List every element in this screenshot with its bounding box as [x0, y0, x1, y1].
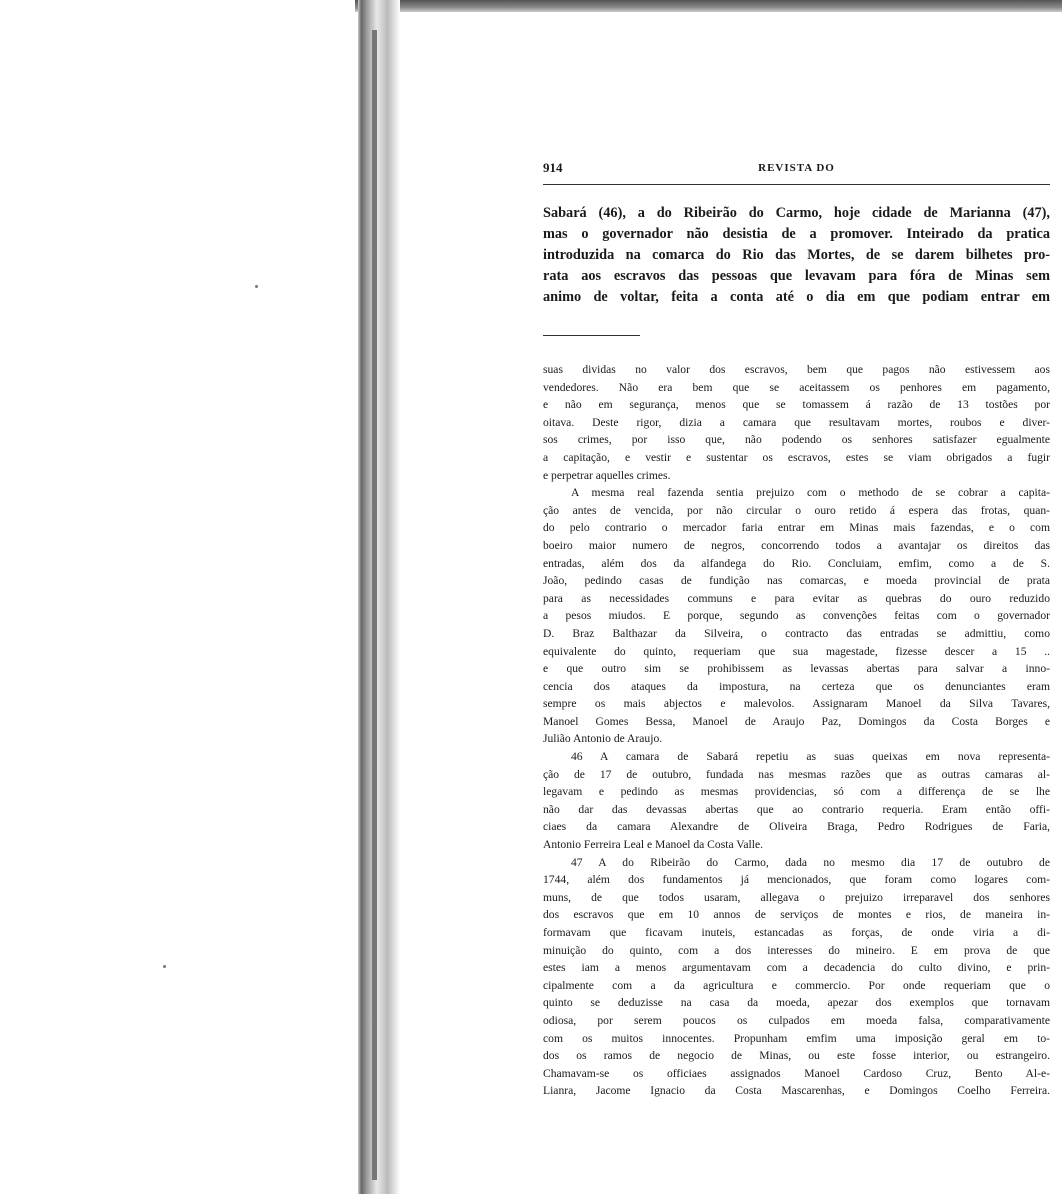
footnote-line: a capitação, e vestir e sustentar os escravos, estes se viam obrigados a fugir	[543, 450, 1050, 464]
footnote-line: sos crimes, por isso que, não podendo os senhores satisfazer egualmente	[543, 433, 1050, 447]
footnote-line: ção antes de vencida, por não circular o ouro retido á espera das frotas, quan-	[543, 503, 1050, 517]
scan-top-edge	[355, 0, 1062, 12]
main-text-line: rata aos escravos das pessoas que levavam para fóra de Minas sem	[543, 268, 1050, 284]
main-text-line: animo de voltar, feita a conta até o dia em que podiam entrar em	[543, 289, 1050, 305]
footnote-line: ção de 17 de outubro, fundada nas mesmas razões que as outras camaras al-	[543, 767, 1050, 781]
footnote-line: minuição do quinto, com a dos interesses do mineiro. E em prova de que	[543, 943, 1050, 957]
footnote-line: oitava. Deste rigor, dizia a camara que resultavam mortes, roubos e diver-	[543, 415, 1050, 429]
footnote-line: muns, de que todos usaram, allegava o prejuizo irreparavel dos senhores	[543, 890, 1050, 904]
footnote-line: não dar das devassas abertas que ao contrario requeria. Eram então offi-	[543, 802, 1050, 816]
footnote-line: 1744, além dos fundamentos já mencionados, que foram como logares com-	[543, 873, 1050, 887]
document-page	[543, 160, 1050, 1100]
footnote-line: boeiro maior numero de negros, concorrendo todos a avantajar os direitos das	[543, 538, 1050, 552]
footnote-line: e perpetrar aquelles crimes.	[543, 468, 671, 482]
footnote-line: 46 A camara de Sabará repetiu as suas queixas em nova representa-	[571, 750, 1050, 764]
footnote-line: a pesos miudos. E porque, segundo as convenções feitas com o governador	[543, 609, 1050, 623]
footnote-line: D. Braz Balthazar da Silveira, o contracto das entradas se admittiu, como	[543, 626, 1050, 640]
footnote-line: odiosa, por serem poucos os culpados em moeda falsa, comparativamente	[543, 1013, 1050, 1027]
book-spine-shadow	[358, 0, 400, 1194]
footnote-line: Manoel Gomes Bessa, Manoel de Araujo Paz, Domingos da Costa Borges e	[543, 714, 1050, 728]
footnote-line: 47 A do Ribeirão do Carmo, dada no mesmo dia 17 de outubro de	[571, 855, 1050, 869]
footnote-line: Antonio Ferreira Leal e Manoel da Costa Valle.	[543, 838, 763, 852]
main-text-line: Sabará (46), a do Ribeirão do Carmo, hoje cidade de Marianna (47),	[543, 205, 1050, 221]
scan-speck	[255, 285, 258, 288]
footnote-line: estes iam a menos argumentavam com a decadencia do culto divino, e prin-	[543, 961, 1050, 975]
book-spine-line	[372, 30, 377, 1180]
footnote-line: dos escravos que em 10 annos de serviços de montes e rios, de maneira in-	[543, 908, 1050, 922]
scan-speck	[163, 965, 166, 968]
footnote-line: suas dividas no valor dos escravos, bem que pagos não estivessem aos	[543, 363, 1050, 376]
footnote-line: equivalente do quinto, requeriam que sua magestade, fizesse descer a 15 ..	[543, 644, 1050, 658]
footnote-line: e que outro sim se prohibissem as levassas abertas para salvar a inno-	[543, 662, 1050, 676]
footnote-line: Julião Antonio de Araujo.	[543, 732, 663, 746]
footnote-line: A mesma real fazenda sentia prejuizo com o methodo de se cobrar a capita-	[571, 486, 1050, 500]
footnote-line: Chamavam-se os officiaes assignados Manoel Cardoso Cruz, Bento Al-e-	[543, 1066, 1050, 1080]
header-rule	[543, 184, 1050, 185]
page-number: 914	[543, 160, 563, 175]
footnote-line: para as necessidades communs e para evitar as quebras do ouro reduzido	[543, 591, 1050, 605]
footnote-line: dos os ramos de negocio de Minas, ou este fosse interior, ou estrangeiro.	[543, 1049, 1050, 1063]
main-text	[543, 203, 1050, 308]
footnote-line: entradas, além dos da alfandega do Rio. Concluiam, emfim, como a de S.	[543, 556, 1050, 570]
footnote-line: cencia dos ataques da impostura, na certeza que os denunciantes eram	[543, 679, 1050, 693]
running-title: REVISTA DO	[758, 162, 835, 174]
footnote-line: do pelo contrario o mercador faria entrar em Minas mais fazendas, e o com	[543, 521, 1050, 535]
footnote-line: João, pedindo casas de fundição nas comarcas, e moeda provincial de prata	[543, 574, 1050, 588]
footnote-line: vendedores. Não era bem que se aceitassem os penhores em pagamento,	[543, 380, 1050, 394]
page-header	[543, 160, 1050, 182]
footnote-line: sempre os mais abjectos e malevolos. Assignaram Manoel da Silva Tavares,	[543, 697, 1050, 711]
footnote-rule	[543, 335, 640, 336]
main-text-line: introduzida na comarca do Rio das Mortes, de se darem bilhetes pro-	[543, 247, 1050, 263]
footnote-line: cipalmente com a da agricultura e commercio. Por onde requeriam que o	[543, 978, 1050, 992]
footnote-line: com os muitos innocentes. Propunham emfim uma imposição geral em to-	[543, 1031, 1050, 1045]
footnote-line: ciaes da camara Alexandre de Oliveira Braga, Pedro Rodrigues de Faria,	[543, 820, 1050, 834]
footnote-line: formavam que ficavam inuteis, estancadas as forças, de onde viria a di-	[543, 926, 1050, 939]
main-text-line: mas o governador não desistia de a promover. Inteirado da pratica	[543, 226, 1050, 242]
footnote-line: Lianra, Jacome Ignacio da Costa Mascarenhas, e Domingos Coelho Ferreira.	[543, 1084, 1050, 1098]
footnotes	[543, 361, 1050, 1100]
footnote-line: e não em segurança, menos que se tomassem á razão de 13 tostões por	[543, 398, 1050, 412]
footnote-line: quinto se deduzisse na casa da moeda, apezar dos exemplos que tornavam	[543, 996, 1050, 1010]
footnote-line: legavam e pedindo as mesmas providencias, só com a differença de se lhe	[543, 785, 1050, 799]
